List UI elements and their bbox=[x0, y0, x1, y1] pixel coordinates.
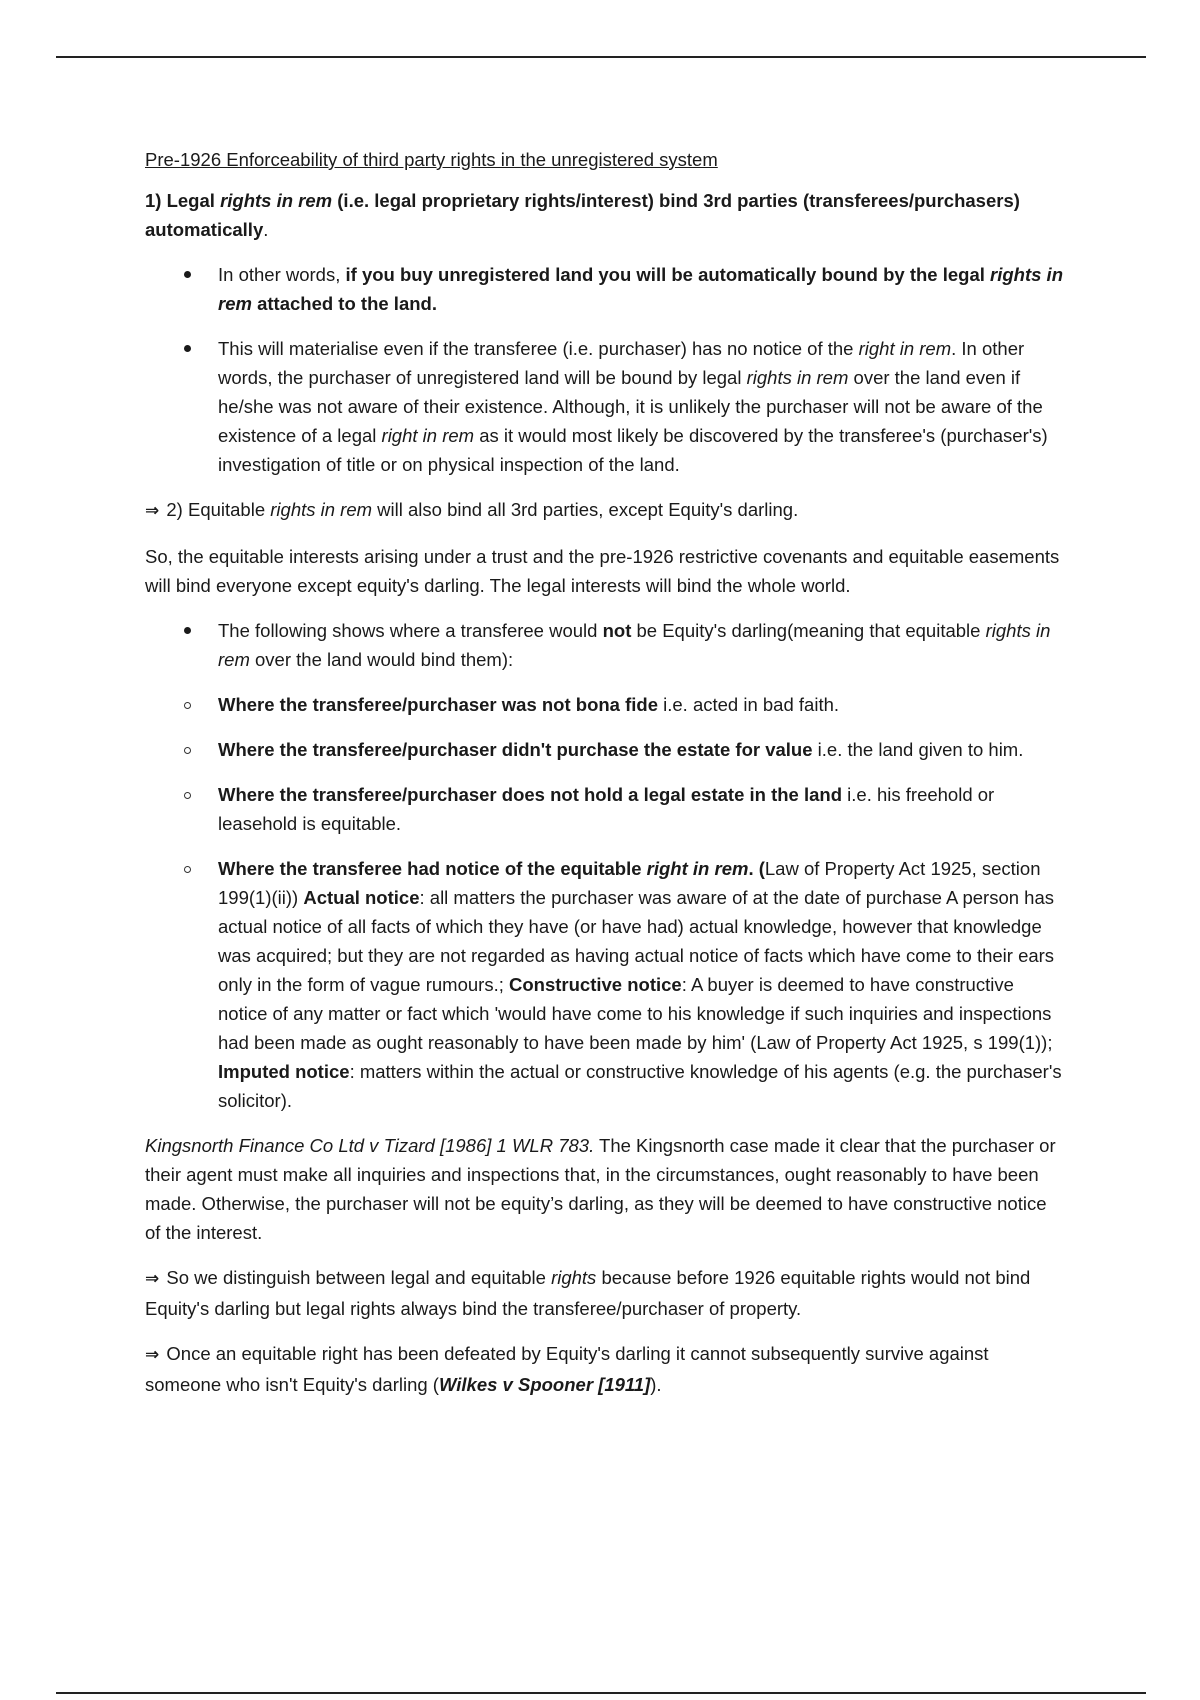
distinguish-paragraph: ⇒ So we distinguish between legal and equitable rights because before 1926 equitable rights would not bind Equity's darling but legal rights always bind the transferee/purchaser of property. bbox=[145, 1267, 1031, 1319]
bullet-icon bbox=[181, 260, 193, 289]
point-1: 1) Legal rights in rem (i.e. legal proprietary rights/interest) bind 3rd parties (transferees/purchasers) automatically. bbox=[145, 190, 1020, 240]
sub-bullet-icon bbox=[181, 690, 193, 719]
arrow-icon: ⇒ bbox=[145, 501, 160, 521]
list-item: The following shows where a transferee would not be Equity's darling(meaning that equitable rights in rem over the land would bind them): bbox=[145, 616, 1065, 674]
list-item: Where the transferee had notice of the equitable right in rem. (Law of Property Act 1925, section 199(1)(ii)) Actual notice: all matters the purchaser was aware of at the date of purchase A person has actual notice of all facts of which they have (or have had) actual knowledge, however that knowledge was acquired; but they are not regarded as having actual notice of facts which have come to their ears only in the form of vague rumours.; Constructive notice: A buyer is deemed to have constructive notice of any matter or fact which 'would have come to his knowledge if such inquiries and inspections had been made as ought reasonably to have been made by him' (Law of Property Act 1925, s 199(1)); Imputed notice: matters within the actual or constructive knowledge of his agents (e.g. the purchaser's solicitor). bbox=[145, 854, 1065, 1115]
list-item: Where the transferee/purchaser does not hold a legal estate in the land i.e. his freehold or leasehold is equitable. bbox=[145, 780, 1065, 838]
sub-bullet-icon bbox=[181, 854, 193, 883]
equitable-interests-paragraph: So, the equitable interests arising under a trust and the pre-1926 restrictive covenants and equitable easements will bind everyone except equity's darling. The legal interests will bind the whole world. bbox=[145, 546, 1060, 596]
bullet-icon bbox=[181, 334, 193, 363]
list-item: This will materialise even if the transferee (i.e. purchaser) has no notice of the right in rem. In other words, the purchaser of unregistered land will be bound by legal rights in rem over the land even if he/she was not aware of their existence. Although, it is unlikely the purchaser will not be aware of the existence of a legal right in rem as it would most likely be discovered by the transferee's (purchaser's) investigation of title or on physical inspection of the land. bbox=[145, 334, 1065, 479]
list-item: Where the transferee/purchaser was not bona fide i.e. acted in bad faith. bbox=[145, 690, 1065, 719]
arrow-icon: ⇒ bbox=[145, 1345, 160, 1365]
defeated-paragraph: ⇒ Once an equitable right has been defeated by Equity's darling it cannot subsequently survive against someone who isn't Equity's darling (Wilkes v Spooner [1911]). bbox=[145, 1343, 989, 1395]
equity-darling-list bbox=[145, 616, 1065, 1115]
arrow-icon: ⇒ bbox=[145, 1269, 160, 1289]
document-heading: Pre-1926 Enforceability of third party rights in the unregistered system bbox=[145, 149, 718, 170]
point-2: ⇒ 2) Equitable rights in rem will also bind all 3rd parties, except Equity's darling. bbox=[145, 499, 799, 521]
bullet-icon bbox=[181, 616, 193, 645]
top-rule bbox=[56, 56, 1146, 58]
kingsnorth-paragraph: Kingsnorth Finance Co Ltd v Tizard [1986] 1 WLR 783. The Kingsnorth case made it clear that the purchaser or their agent must make all inquiries and inspections that, in the circumstances, ought reasonably to have been made. Otherwise, the purchaser will not be equity’s darling, as they will be deemed to have constructive notice of the interest. bbox=[145, 1135, 1056, 1243]
list-item: In other words, if you buy unregistered land you will be automatically bound by the legal rights in rem attached to the land. bbox=[145, 260, 1065, 318]
bottom-rule bbox=[56, 1692, 1146, 1694]
sub-bullet-icon bbox=[181, 780, 193, 809]
document-body bbox=[145, 145, 1065, 1415]
point-1-bullets bbox=[145, 260, 1065, 479]
sub-bullet-icon bbox=[181, 735, 193, 764]
list-item: Where the transferee/purchaser didn't purchase the estate for value i.e. the land given to him. bbox=[145, 735, 1065, 764]
